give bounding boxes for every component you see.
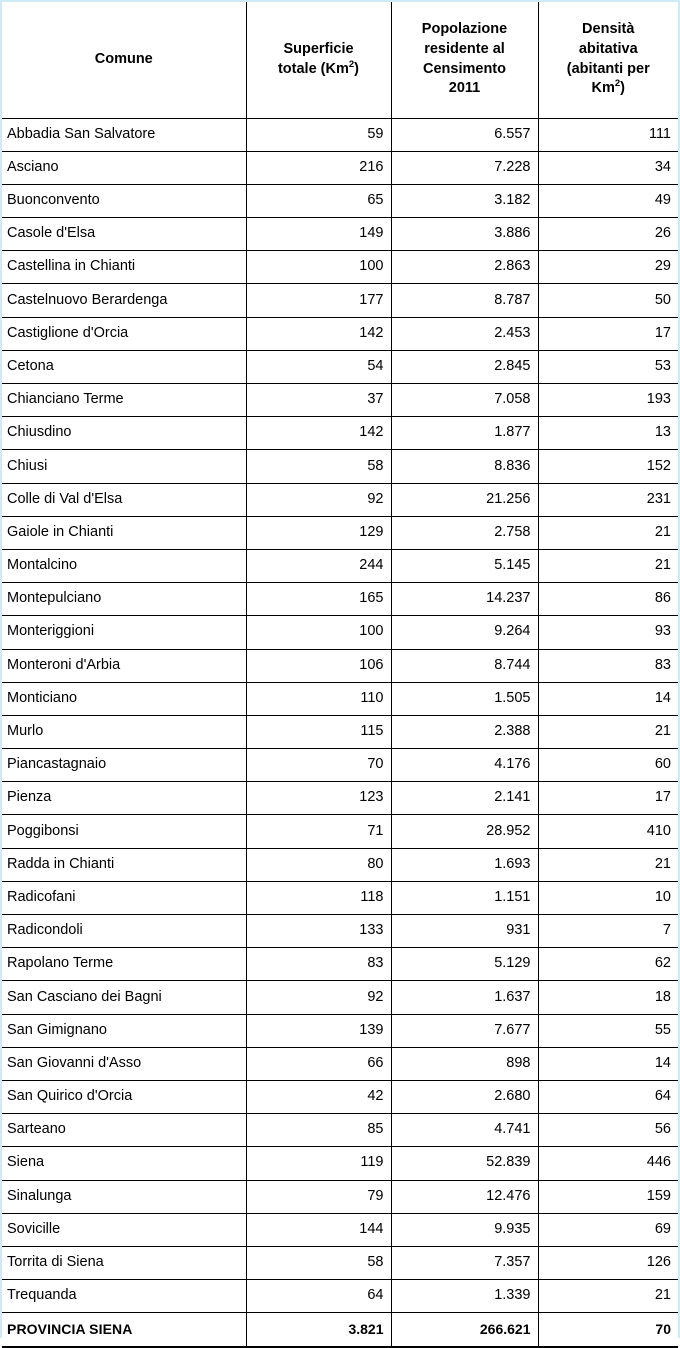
cell-comune[interactable]: Radicofani <box>2 881 246 914</box>
census-table <box>2 2 678 1348</box>
cell-densita[interactable]: 446 <box>538 1147 678 1180</box>
cell-densita[interactable]: 17 <box>538 782 678 815</box>
column-header-densita-line2: abitativa <box>578 41 638 58</box>
cell-comune[interactable]: Gaiole in Chianti <box>2 516 246 549</box>
cell-popolazione[interactable]: 2.758 <box>391 516 538 549</box>
table-row[interactable] <box>2 782 678 815</box>
cell-densita[interactable]: 62 <box>538 948 678 981</box>
cell-superficie[interactable]: 115 <box>246 715 391 748</box>
cell-comune[interactable]: Abbadia San Salvatore <box>2 118 246 151</box>
cell-densita[interactable]: 50 <box>538 284 678 317</box>
cell-popolazione[interactable]: 8.744 <box>391 649 538 682</box>
cell-densita[interactable]: 21 <box>538 715 678 748</box>
cell-superficie[interactable]: 110 <box>246 682 391 715</box>
cell-superficie[interactable]: 106 <box>246 649 391 682</box>
table-row[interactable] <box>2 1280 678 1313</box>
table-row[interactable] <box>2 881 678 914</box>
column-header-popolazione-line1: Popolazione <box>421 21 508 38</box>
table-row[interactable] <box>2 649 678 682</box>
cell-popolazione[interactable]: 7.677 <box>391 1014 538 1047</box>
cell-comune[interactable]: San Gimignano <box>2 1014 246 1047</box>
superficie-unit-close: ) <box>354 60 360 77</box>
cell-comune[interactable]: Cetona <box>2 350 246 383</box>
cell-popolazione[interactable]: 5.129 <box>391 948 538 981</box>
total-cell-comune[interactable]: PROVINCIA SIENA <box>2 1313 246 1347</box>
cell-densita[interactable]: 21 <box>538 1280 678 1313</box>
cell-comune[interactable]: Buonconvento <box>2 184 246 217</box>
cell-densita[interactable]: 56 <box>538 1114 678 1147</box>
cell-superficie[interactable]: 142 <box>246 317 391 350</box>
cell-popolazione[interactable]: 4.741 <box>391 1114 538 1147</box>
cell-popolazione[interactable]: 7.058 <box>391 384 538 417</box>
table-row[interactable] <box>2 1047 678 1080</box>
cell-superficie[interactable]: 92 <box>246 981 391 1014</box>
cell-densita[interactable]: 86 <box>538 583 678 616</box>
table-row[interactable] <box>2 1114 678 1147</box>
cell-popolazione[interactable]: 21.256 <box>391 483 538 516</box>
cell-densita[interactable]: 18 <box>538 981 678 1014</box>
cell-superficie[interactable]: 85 <box>246 1114 391 1147</box>
cell-superficie[interactable]: 59 <box>246 118 391 151</box>
superficie-unit-exponent: 2 <box>348 58 355 70</box>
cell-comune[interactable]: Castelnuovo Berardenga <box>2 284 246 317</box>
cell-comune[interactable]: Radicondoli <box>2 915 246 948</box>
cell-comune[interactable]: Sinalunga <box>2 1180 246 1213</box>
column-header-superficie-line2: totale (Km <box>277 60 349 77</box>
table-row[interactable] <box>2 948 678 981</box>
table-row[interactable] <box>2 682 678 715</box>
cell-superficie[interactable]: 54 <box>246 350 391 383</box>
cell-densita[interactable]: 10 <box>538 881 678 914</box>
column-header-superficie <box>246 2 391 118</box>
cell-popolazione[interactable]: 5.145 <box>391 549 538 582</box>
table-row[interactable] <box>2 981 678 1014</box>
column-header-densita-line4: Km <box>591 80 615 97</box>
cell-comune[interactable]: Chiusdino <box>2 417 246 450</box>
table-row[interactable] <box>2 384 678 417</box>
cell-comune[interactable]: Montalcino <box>2 549 246 582</box>
cell-densita[interactable]: 126 <box>538 1246 678 1279</box>
cell-densita[interactable]: 231 <box>538 483 678 516</box>
cell-densita[interactable]: 7 <box>538 915 678 948</box>
cell-comune[interactable]: Colle di Val d'Elsa <box>2 483 246 516</box>
cell-superficie[interactable]: 80 <box>246 848 391 881</box>
table-row[interactable] <box>2 151 678 184</box>
cell-superficie[interactable]: 42 <box>246 1080 391 1113</box>
cell-comune[interactable]: Piancastagnaio <box>2 749 246 782</box>
cell-popolazione[interactable]: 2.141 <box>391 782 538 815</box>
cell-popolazione[interactable]: 1.339 <box>391 1280 538 1313</box>
table-row[interactable] <box>2 1246 678 1279</box>
cell-popolazione[interactable]: 3.182 <box>391 184 538 217</box>
column-header-comune <box>2 2 246 118</box>
column-header-densita <box>538 2 678 118</box>
cell-superficie[interactable]: 216 <box>246 151 391 184</box>
total-cell-densita[interactable]: 70 <box>538 1313 678 1347</box>
cell-densita[interactable]: 55 <box>538 1014 678 1047</box>
cell-popolazione[interactable]: 4.176 <box>391 749 538 782</box>
cell-comune[interactable]: Poggibonsi <box>2 815 246 848</box>
table-total-row[interactable] <box>2 1313 678 1347</box>
cell-comune[interactable]: Sarteano <box>2 1114 246 1147</box>
table-row[interactable] <box>2 715 678 748</box>
cell-densita[interactable]: 21 <box>538 516 678 549</box>
table-row[interactable] <box>2 815 678 848</box>
cell-popolazione[interactable]: 2.453 <box>391 317 538 350</box>
cell-densita[interactable]: 21 <box>538 549 678 582</box>
cell-popolazione[interactable]: 931 <box>391 915 538 948</box>
cell-superficie[interactable]: 64 <box>246 1280 391 1313</box>
table-row[interactable] <box>2 616 678 649</box>
cell-popolazione[interactable]: 1.505 <box>391 682 538 715</box>
cell-densita[interactable]: 53 <box>538 350 678 383</box>
cell-comune[interactable]: Casole d'Elsa <box>2 218 246 251</box>
cell-densita[interactable]: 13 <box>538 417 678 450</box>
cell-popolazione[interactable]: 9.264 <box>391 616 538 649</box>
cell-superficie[interactable]: 58 <box>246 1246 391 1279</box>
cell-superficie[interactable]: 65 <box>246 184 391 217</box>
cell-densita[interactable]: 193 <box>538 384 678 417</box>
column-header-densita-line3: (abitanti per <box>566 60 650 77</box>
cell-popolazione[interactable]: 7.357 <box>391 1246 538 1279</box>
cell-comune[interactable]: Torrita di Siena <box>2 1246 246 1279</box>
table-row[interactable] <box>2 1213 678 1246</box>
cell-comune[interactable]: Siena <box>2 1147 246 1180</box>
cell-densita[interactable]: 83 <box>538 649 678 682</box>
cell-popolazione[interactable]: 2.863 <box>391 251 538 284</box>
cell-densita[interactable]: 111 <box>538 118 678 151</box>
cell-superficie[interactable]: 119 <box>246 1147 391 1180</box>
table-row[interactable] <box>2 317 678 350</box>
cell-densita[interactable]: 152 <box>538 450 678 483</box>
column-header-superficie-line1: Superficie <box>283 41 354 58</box>
cell-densita[interactable]: 159 <box>538 1180 678 1213</box>
cell-superficie[interactable]: 70 <box>246 749 391 782</box>
cell-popolazione[interactable]: 28.952 <box>391 815 538 848</box>
cell-superficie[interactable]: 100 <box>246 616 391 649</box>
cell-densita[interactable]: 14 <box>538 682 678 715</box>
table-row[interactable] <box>2 516 678 549</box>
cell-superficie[interactable]: 83 <box>246 948 391 981</box>
table-row[interactable] <box>2 284 678 317</box>
cell-popolazione[interactable]: 6.557 <box>391 118 538 151</box>
cell-popolazione[interactable]: 8.787 <box>391 284 538 317</box>
cell-comune[interactable]: Murlo <box>2 715 246 748</box>
cell-popolazione[interactable]: 8.836 <box>391 450 538 483</box>
cell-comune[interactable]: San Casciano dei Bagni <box>2 981 246 1014</box>
table-row[interactable] <box>2 1014 678 1047</box>
cell-comune[interactable]: Castellina in Chianti <box>2 251 246 284</box>
cell-superficie[interactable]: 58 <box>246 450 391 483</box>
table-row[interactable] <box>2 1080 678 1113</box>
cell-popolazione[interactable]: 14.237 <box>391 583 538 616</box>
cell-superficie[interactable]: 37 <box>246 384 391 417</box>
cell-comune[interactable]: Rapolano Terme <box>2 948 246 981</box>
cell-popolazione[interactable]: 12.476 <box>391 1180 538 1213</box>
table-row[interactable] <box>2 583 678 616</box>
cell-comune[interactable]: Asciano <box>2 151 246 184</box>
cell-superficie[interactable]: 118 <box>246 881 391 914</box>
total-cell-superficie[interactable]: 3.821 <box>246 1313 391 1347</box>
cell-popolazione[interactable]: 1.877 <box>391 417 538 450</box>
cell-comune[interactable]: Trequanda <box>2 1280 246 1313</box>
column-header-popolazione-line4: 2011 <box>448 80 481 97</box>
cell-comune[interactable]: Sovicille <box>2 1213 246 1246</box>
cell-popolazione[interactable]: 3.886 <box>391 218 538 251</box>
table-row[interactable] <box>2 184 678 217</box>
cell-superficie[interactable]: 100 <box>246 251 391 284</box>
cell-popolazione[interactable]: 898 <box>391 1047 538 1080</box>
table-row[interactable] <box>2 848 678 881</box>
table-row[interactable] <box>2 1180 678 1213</box>
cell-superficie[interactable]: 244 <box>246 549 391 582</box>
cell-superficie[interactable]: 71 <box>246 815 391 848</box>
cell-densita[interactable]: 93 <box>538 616 678 649</box>
table-row[interactable] <box>2 1147 678 1180</box>
total-cell-popolazione[interactable]: 266.621 <box>391 1313 538 1347</box>
cell-superficie[interactable]: 123 <box>246 782 391 815</box>
column-header-comune-label: Comune <box>94 50 153 67</box>
cell-comune[interactable]: Montepulciano <box>2 583 246 616</box>
cell-densita[interactable]: 64 <box>538 1080 678 1113</box>
cell-superficie[interactable]: 165 <box>246 583 391 616</box>
table-header <box>2 2 678 118</box>
cell-comune[interactable]: Pienza <box>2 782 246 815</box>
cell-superficie[interactable]: 144 <box>246 1213 391 1246</box>
column-header-popolazione-line2: residente al <box>424 41 505 58</box>
cell-superficie[interactable]: 66 <box>246 1047 391 1080</box>
cell-densita[interactable]: 410 <box>538 815 678 848</box>
cell-popolazione[interactable]: 2.845 <box>391 350 538 383</box>
cell-comune[interactable]: Radda in Chianti <box>2 848 246 881</box>
cell-popolazione[interactable]: 9.935 <box>391 1213 538 1246</box>
table-row[interactable] <box>2 450 678 483</box>
cell-comune[interactable]: Monteroni d'Arbia <box>2 649 246 682</box>
cell-densita[interactable]: 34 <box>538 151 678 184</box>
cell-densita[interactable]: 26 <box>538 218 678 251</box>
table-row[interactable] <box>2 350 678 383</box>
cell-popolazione[interactable]: 1.151 <box>391 881 538 914</box>
table-row[interactable] <box>2 549 678 582</box>
cell-comune[interactable]: Chianciano Terme <box>2 384 246 417</box>
table-body <box>2 118 678 1347</box>
densita-unit-exponent: 2 <box>614 78 621 90</box>
cell-superficie[interactable]: 133 <box>246 915 391 948</box>
cell-popolazione[interactable]: 7.228 <box>391 151 538 184</box>
table-row[interactable] <box>2 218 678 251</box>
table-row[interactable] <box>2 251 678 284</box>
cell-densita[interactable]: 69 <box>538 1213 678 1246</box>
table-row[interactable] <box>2 915 678 948</box>
cell-popolazione[interactable]: 1.693 <box>391 848 538 881</box>
header-row <box>2 2 678 118</box>
cell-densita[interactable]: 29 <box>538 251 678 284</box>
cell-superficie[interactable]: 129 <box>246 516 391 549</box>
cell-popolazione[interactable]: 2.388 <box>391 715 538 748</box>
cell-densita[interactable]: 49 <box>538 184 678 217</box>
cell-superficie[interactable]: 149 <box>246 218 391 251</box>
cell-superficie[interactable]: 142 <box>246 417 391 450</box>
cell-comune[interactable]: Chiusi <box>2 450 246 483</box>
cell-superficie[interactable]: 92 <box>246 483 391 516</box>
cell-comune[interactable]: Monticiano <box>2 682 246 715</box>
cell-superficie[interactable]: 79 <box>246 1180 391 1213</box>
table-row[interactable] <box>2 749 678 782</box>
table-row[interactable] <box>2 483 678 516</box>
cell-superficie[interactable]: 139 <box>246 1014 391 1047</box>
cell-comune[interactable]: San Giovanni d'Asso <box>2 1047 246 1080</box>
cell-densita[interactable]: 60 <box>538 749 678 782</box>
cell-superficie[interactable]: 177 <box>246 284 391 317</box>
cell-densita[interactable]: 21 <box>538 848 678 881</box>
column-header-popolazione <box>391 2 538 118</box>
cell-popolazione[interactable]: 1.637 <box>391 981 538 1014</box>
cell-comune[interactable]: San Quirico d'Orcia <box>2 1080 246 1113</box>
table-row[interactable] <box>2 417 678 450</box>
cell-comune[interactable]: Castiglione d'Orcia <box>2 317 246 350</box>
cell-popolazione[interactable]: 52.839 <box>391 1147 538 1180</box>
cell-densita[interactable]: 14 <box>538 1047 678 1080</box>
cell-densita[interactable]: 17 <box>538 317 678 350</box>
table-row[interactable] <box>2 118 678 151</box>
cell-comune[interactable]: Monteriggioni <box>2 616 246 649</box>
cell-popolazione[interactable]: 2.680 <box>391 1080 538 1113</box>
column-header-popolazione-line3: Censimento <box>423 60 506 77</box>
densita-unit-close: ) <box>620 80 625 97</box>
column-header-densita-line1: Densità <box>582 21 635 38</box>
